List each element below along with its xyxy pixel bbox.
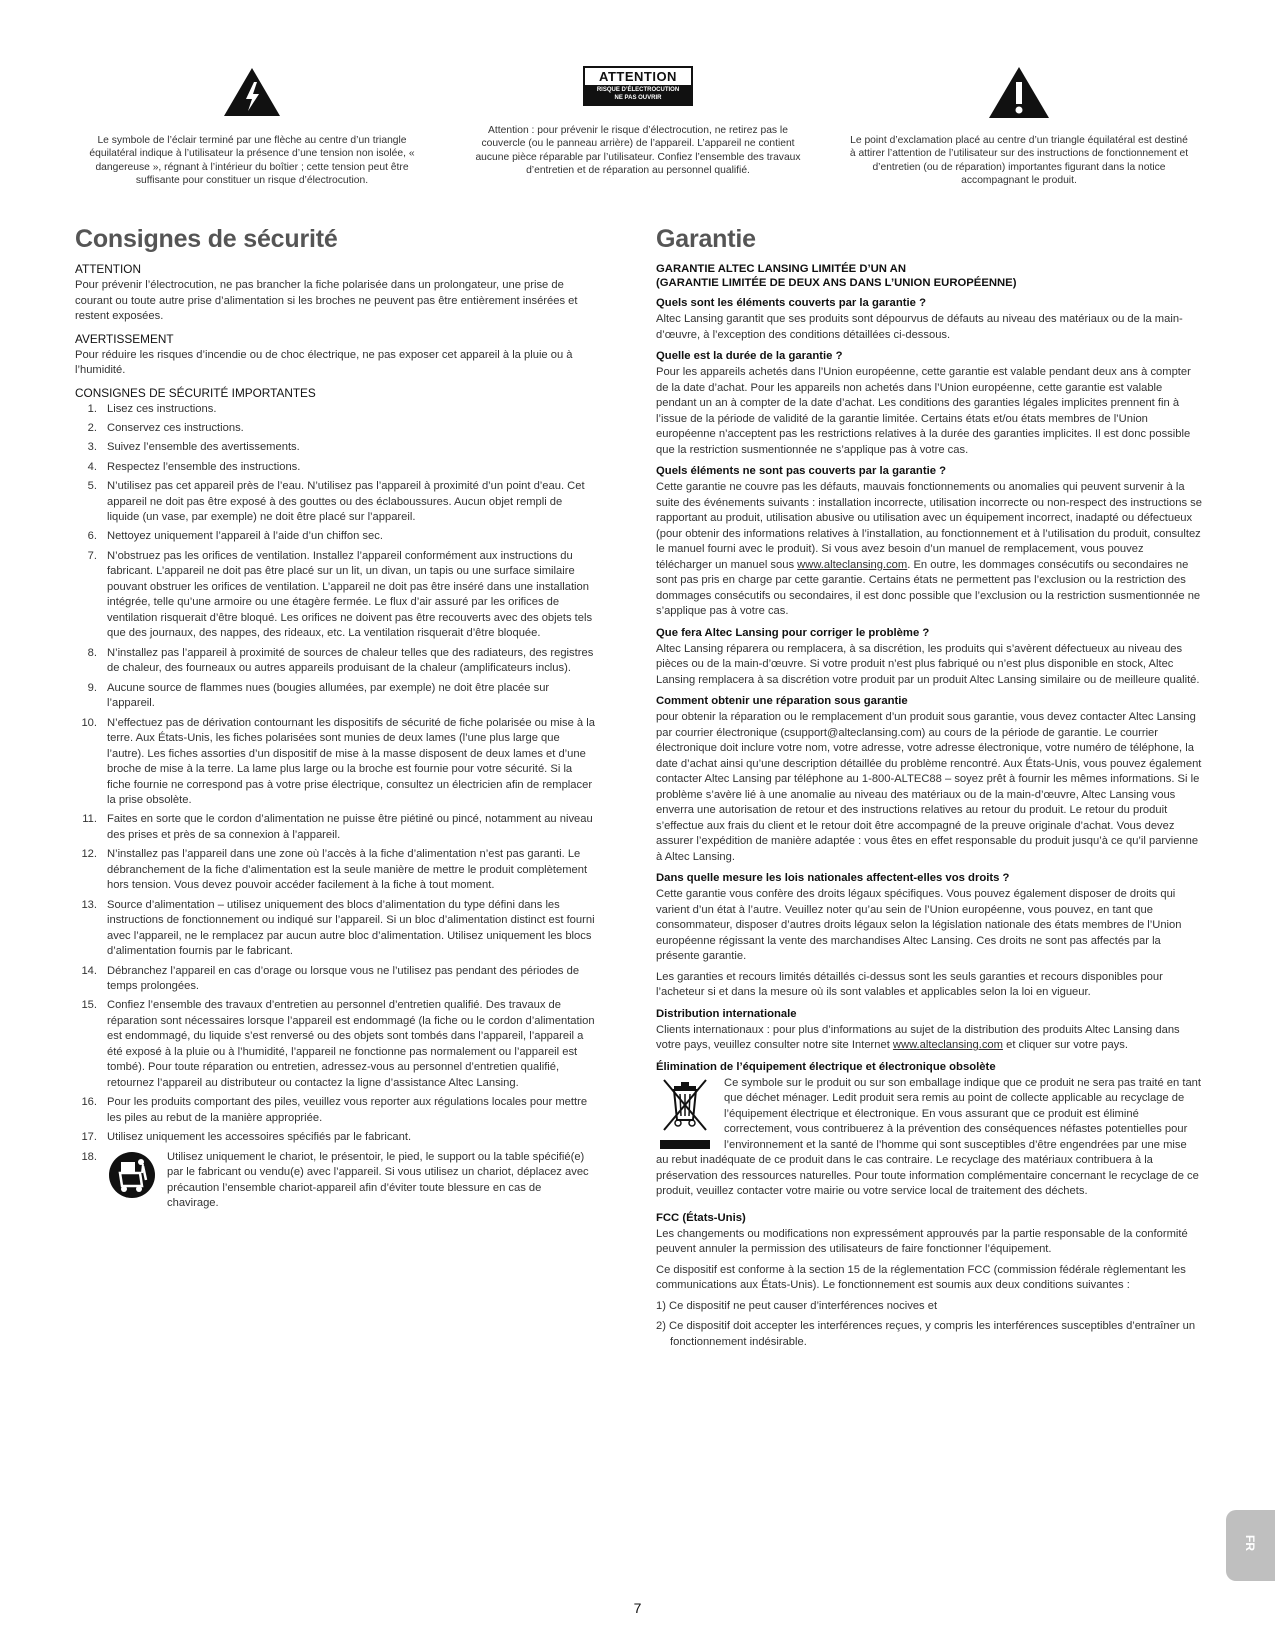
warranty-section bbox=[656, 224, 1202, 1355]
list-item: 5. N’utilisez pas cet appareil près de l’eau. N’utilisez pas l’appareil à proximité d’un point d’eau. Cet appareil ne doit pas être exposé à des gouttes ou des éclaboussures. Aucun objet rempli de liquide (un vase, par exemple) ne doit être placé sur l’appareil. bbox=[87, 480, 585, 524]
warranty-heading-line1: GARANTIE ALTEC LANSING LIMITÉE D’UN AN bbox=[656, 263, 906, 275]
fcc-condition: 1) Ce dispositif ne peut causer d’interférences nocives et bbox=[656, 1299, 938, 1312]
warranty-answer: pour obtenir la réparation ou le remplacement d’un produit sous garantie, vous devez contacter Altec Lansing par courrier électronique (csupport@alteclansing.com) au cours de la période de garantie. Le courrier électronique doit inclure votre nom, votre adresse, votre adresse électronique, votre numéro de téléphone, la date d’achat ainsi qu’une description détaillée du problème rencontré. Aux États-Unis, vous pouvez également contacter Altec Lansing par téléphone au 1-800-ALTEC88 – soyez prêt à fournir les mêmes informations. Si le problème s’avère lié à une anomalie au niveau des matériaux ou de la main-d’œuvre, Altec Lansing vous enverra une autorisation de retour et des instructions relatives au retour du produit. Le retour du produit s’effectue aux frais du client et le retour doit être accompagné de la preuve originale d’achat. Vous devez assurer l’expédition de manière adaptée : vous êtes en effet responsable du produit jusqu’à ce qu’il parvienne à Altec Lansing. bbox=[656, 711, 1202, 863]
list-item: 11. Faites en sorte que le cordon d’alimentation ne puisse être piétiné ou pincé, notamment au niveau des prises et près de sa connexion à l’appareil. bbox=[82, 813, 593, 841]
warranty-answer: Altec Lansing garantit que ses produits sont dépourvus de défauts au niveau des matériaux ou de la main-d’œuvre, à l’exception des conditions détaillées ci-dessous. bbox=[656, 313, 1183, 341]
warranty-answer: Cette garantie ne couvre pas les défauts, mauvais fonctionnements ou anomalies qui peuvent survenir à la suite des événements suivants : installation incorrecte, utilisation incorrecte ou non-respect des instructions se rapportant au produit, utilisation abusive ou utilisation avec un équipement incorrect, inadapté ou défectueux (pour obtenir des informations relatives à l’installation, au fonctionnement et à l’utilisation du produit, consultez le manuel fourni avec le produit). Si vous avez besoin d’un manuel de remplacement, vous pouvez télécharger un manuel sous www.alteclansing.com. En outre, les dommages consécutifs ou secondaires ne sont pas pris en charge par cette garantie. Certains états ne permettent pas l’exclusion ou la restriction des dommages consécutifs ou secondaires, il est donc possible que l’exclusion ou la restriction susmentionnée ne s’applique pas à votre cas. bbox=[656, 481, 1202, 617]
warranty-answer: Clients internationaux : pour plus d’informations au sujet de la distribution des produits Altec Lansing dans votre pays, veuillez consulter notre site Internet www.alteclansing.com et cliquer sur votre pays. bbox=[656, 1023, 1180, 1051]
warranty-question: Quels sont les éléments couverts par la garantie ? bbox=[656, 297, 926, 309]
list-item: 13. Source d’alimentation – utilisez uniquement des blocs d’alimentation du type défini dans les instructions de fonctionnement ou indiqué sur l’appareil. Si un bloc d’alimentation distinct est fourni avec l’appareil, ne le remplacez par aucun autre bloc d’alimentation. Utilisez uniquement les blocs d’alimentation fournis par le fabricant. bbox=[81, 898, 595, 958]
warranty-answer: Les garanties et recours limités détaillés ci-dessus sont les seuls garanties et recours disponibles pour l’acheteur si et dans la mesure où ils sont valables et applicables selon la loi en vigueur. bbox=[656, 970, 1163, 998]
list-item: 6. Nettoyez uniquement l’appareil à l’aide d’un chiffon sec. bbox=[87, 530, 383, 543]
alteclansing-link[interactable]: www.alteclansing.com bbox=[892, 1039, 1003, 1051]
list-item: 16. Pour les produits comportant des piles, veuillez vous reporter aux régulations locales pour mettre les piles au rebut de la manière appropriée. bbox=[81, 1096, 588, 1124]
exclamation-warning bbox=[846, 66, 1192, 188]
safety-rules-list bbox=[75, 402, 595, 1212]
warning-symbols-row bbox=[72, 66, 1206, 211]
language-tab: FR bbox=[1226, 1510, 1275, 1581]
warranty-question: FCC (États-Unis) bbox=[656, 1211, 746, 1224]
list-item: 14. Débranchez l’appareil en cas d’orage ou lorsque vous ne l’utilisez pas pendant des périodes de temps prolongées. bbox=[81, 964, 580, 993]
warranty-question: Quels éléments ne sont pas couverts par la garantie ? bbox=[656, 465, 947, 477]
alteclansing-link[interactable]: www.alteclansing.com bbox=[797, 558, 908, 571]
warranty-question: Comment obtenir une réparation sous garantie bbox=[656, 695, 908, 707]
lightning-caption: Le symbole de l’éclair terminé par une flèche au centre d’un triangle équilatéral indique à l’utilisateur la présence d’une tension non isolée, « dangereuse », régnant à l’intérieur du boîtier ; cette tension peut être suffisante pour constituer un risque d’électrocution. bbox=[89, 135, 415, 187]
warranty-question: Élimination de l’équipement électrique et électronique obsolète bbox=[656, 1060, 996, 1073]
fcc-condition: 2) Ce dispositif doit accepter les interférences reçues, y compris les interférences susceptibles d’entraîner un fonctionnement indésirable. bbox=[656, 1320, 1196, 1348]
list-item: 7. N’obstruez pas les orifices de ventilation. Installez l’appareil conformément aux instructions du fabricant. L’appareil ne doit pas être placé sur un lit, un divan, un tapis ou une surface similaire pouvant obstruer les orifices de ventilation. L’appareil ne doit pas être inséré dans une installation intégrée, telle qu’une armoire ou une étagère fermée. Le flux d’air assuré par les orifices de ventilation risquerait d’être bloqué. Les orifices ne doivent pas être recouverts avec des objets tels que des journaux, des nappes, des rideaux, etc. La ventilation risquerait d’être bloquée. bbox=[87, 549, 593, 640]
lightning-warning bbox=[82, 66, 422, 188]
attention-label-box bbox=[583, 66, 693, 106]
warranty-title: Garantie bbox=[656, 225, 756, 253]
warranty-answer: Cette garantie vous confère des droits légaux spécifiques. Vous pouvez également disposer de droits qui varient d’un état à l’autre. Veuillez noter qu’au sein de l’Union européenne, vous pouvez, en tant que consommateur, disposer d’autres droits légaux selon la législation nationale des états membres de l’Union européenne régissant la vente des marchandises Altec Lansing. Ces droits ne sont pas affectés par la présente garantie. bbox=[656, 888, 1182, 962]
list-item: 3. Suivez l’ensemble des avertissements. bbox=[87, 441, 300, 454]
cart-tip-warning-icon bbox=[107, 1150, 157, 1200]
list-item: 15. Confiez l’ensemble des travaux d’entretien au personnel d’entretien qualifié. Des travaux de réparation sont nécessaires lorsque l’appareil est endommagé (la fiche ou le cordon d’alimentation est endommagé, du liquide s’est renversé ou des objets sont tombés dans l’appareil, l’appareil a été exposé à la pluie ou à l’humidité, l’appareil ne fonctionne pas normalement ou l’appareil est tombé). Pour toute réparation ou entretien, adressez-vous au personnel d’entretien qualifié, retournez l’appareil au distributeur ou contactez la ligne d’assistance Altec Lansing. bbox=[81, 999, 595, 1089]
warranty-question: Que fera Altec Lansing pour corriger le problème ? bbox=[656, 626, 930, 639]
attention-warning bbox=[465, 66, 811, 178]
crossed-bin-icon bbox=[656, 1076, 714, 1152]
warranty-answer: Pour les appareils achetés dans l’Union européenne, cette garantie est valable pendant deux ans à compter de la date d’achat. Pour les appareils non achetés dans l’Union européenne, cette garantie est valable pendant un an à compter de la date d’achat. Les conditions des garanties légales implicites prennent fin à l’issue de la période de validité de la garantie limitée. Certains états et/ou états membres de l’Union européenne n’acceptent pas les restrictions relatives à la durée des garanties implicites. Il est donc possible que la restriction susmentionnée ne s’applique pas à votre cas. bbox=[656, 366, 1191, 456]
page-number: 7 bbox=[633, 1600, 642, 1616]
list-item: 10. N’effectuez pas de dérivation contournant les dispositifs de sécurité de fiche polarisée ou mise à la terre. Aux États-Unis, les fiches polarisées sont munies de deux lames (l’une plus large que l’autre). Les fiches assorties d’un dispositif de mise à la masse disposent de deux lames et d’une broche de mise à la terre. La lame plus large ou la broche est fournie pour votre sécurité. Si la fiche fournie ne correspond pas à votre prise électrique, consultez un électricien afin de remplacer la prise obsolète. bbox=[81, 716, 595, 807]
list-item: 8. N’installez pas l’appareil à proximité de sources de chaleur telles que des radiateurs, des registres de chaleur, des fourneaux ou autres appareils produisant de la chaleur (amplificateurs inclus). bbox=[87, 646, 594, 675]
warranty-question: Distribution internationale bbox=[656, 1007, 797, 1020]
safety-attention-heading: ATTENTION bbox=[75, 262, 141, 276]
exclamation-triangle-icon bbox=[988, 66, 1050, 120]
exclamation-caption: Le point d’exclamation placé au centre d’un triangle équilatéral est destiné à attirer l’attention de l’utilisateur sur des instructions de fonctionnement et d’entretien (ou de réparation) importantes figurant dans la notice accompagnant le produit. bbox=[849, 135, 1189, 187]
warranty-answer: Altec Lansing réparera ou remplacera, à sa discrétion, les produits qui s’avèrent défectueux au niveau des pièces ou de la main-d’œuvre. Si votre produit n’est plus fabriqué ou n’est plus disponible en stock, Altec Lansing remplacera à sa discrétion votre produit par un produit Altec Lansing similaire ou de meilleure qualité. bbox=[656, 642, 1200, 686]
list-item: 12. N’installez pas l’appareil dans une zone où l’accès à la fiche d’alimentation n’est pas garanti. Le débranchement de la fiche d’alimentation est la seule manière de mettre le produit complètement hors tension. Vous devez pouvoir accéder facilement à la fiche à tout moment. bbox=[81, 848, 588, 892]
warranty-answer: Ce dispositif est conforme à la section 15 de la réglementation FCC (commission fédérale règlementant les communications aux États-Unis). Le fonctionnement est soumis aux deux conditions suivantes : bbox=[656, 1263, 1186, 1291]
attention-label: ATTENTION bbox=[585, 68, 691, 85]
warranty-question: Dans quelle mesure les lois nationales affectent-elles vos droits ? bbox=[656, 872, 1010, 884]
attention-sub-label: RISQUE D’ÉLECTROCUTION NE PAS OUVRIR bbox=[596, 87, 680, 101]
cart-warning-text: Utilisez uniquement le chariot, le présentoir, le pied, le support ou la table spécifié(e) par le fabricant ou vendu(e) avec l’appareil. Si vous utilisez un chariot, déplacez avec précaution l’ensemble chariot-appareil afin d’éviter toute blessure en cas de chavirage. bbox=[167, 1150, 589, 1210]
safety-attention-text: Pour prévenir l’électrocution, ne pas brancher la fiche polarisée dans un prolongateur, une prise de courant ou toute autre prise d’alimentation si les broches ne peuvent pas être entièrement insérées et restent exposées. bbox=[75, 279, 578, 322]
list-item: 2. Conservez ces instructions. bbox=[87, 421, 244, 434]
safety-title: Consignes de sécurité bbox=[75, 225, 338, 253]
weee-block bbox=[656, 1076, 1202, 1205]
safety-important-heading: CONSIGNES DE SÉCURITÉ IMPORTANTES bbox=[75, 385, 316, 400]
warranty-question: Quelle est la durée de la garantie ? bbox=[656, 350, 843, 362]
list-item: 1. Lisez ces instructions. bbox=[87, 402, 217, 415]
warranty-answer: Les changements ou modifications non expressément approuvés par la partie responsable de la conformité peuvent annuler la permission des utilisateurs de faire fonctionner l’équipement. bbox=[656, 1227, 1188, 1255]
list-item: 9. Aucune source de flammes nues (bougies allumées, par exemple) ne doit être placée sur l’appareil. bbox=[87, 681, 550, 710]
safety-section bbox=[75, 224, 595, 1216]
list-item: 17. Utilisez uniquement les accessoires spécifiés par le fabricant. bbox=[81, 1131, 412, 1144]
list-item: 4. Respectez l’ensemble des instructions. bbox=[87, 460, 301, 473]
attention-caption: Attention : pour prévenir le risque d’électrocution, ne retirez pas le couvercle (ou le panneau arrière) de l’appareil. L’appareil ne contient aucune pièce réparable par l’utilisateur. Confiez l’ensemble des travaux d’entretien et de réparation au personnel qualifié. bbox=[475, 125, 801, 177]
safety-warning-text: Pour réduire les risques d’incendie ou de choc électrique, ne pas exposer cet appareil à la pluie ou à l’humidité. bbox=[75, 348, 573, 376]
safety-warning-heading: AVERTISSEMENT bbox=[75, 331, 174, 346]
lightning-triangle-icon bbox=[222, 66, 282, 118]
warranty-heading-line2: (GARANTIE LIMITÉE DE DEUX ANS DANS L’UNION EUROPÉENNE) bbox=[656, 277, 1017, 289]
list-item-cart: 18. Utilisez uniquement le chariot, le présentoir, le pied, le support ou la table spécifié(e) par le fabricant ou vendu(e) avec l’appareil. Si vous utilisez un chariot, déplacez avec précaution l’ensemble chariot-appareil afin d’éviter toute blessure en cas de chavirage. bbox=[75, 1150, 595, 1212]
weee-text: Ce symbole sur le produit ou sur son emballage indique que ce produit ne sera pas traité en tant que déchet ménager. Ledit produit sera remis au point de collecte applicable au recyclage de l’équipement électrique et électronique. En vous assurant que ce produit est éliminé correctement, vous contribuerez à la prévention des conséquences néfastes potentielles pour l’environnement et la santé de l’homme qui sont susceptibles d’être engendrées par une mise au rebut inadéquate de ce produit dans le cas contraire. Le recyclage des matériaux contribuera à la préservation des ressources naturelles. Pour toute information complémentaire concernant le recyclage de ce produit, veuillez contacter votre mairie ou votre service local de traitement des déchets. bbox=[656, 1076, 1201, 1197]
